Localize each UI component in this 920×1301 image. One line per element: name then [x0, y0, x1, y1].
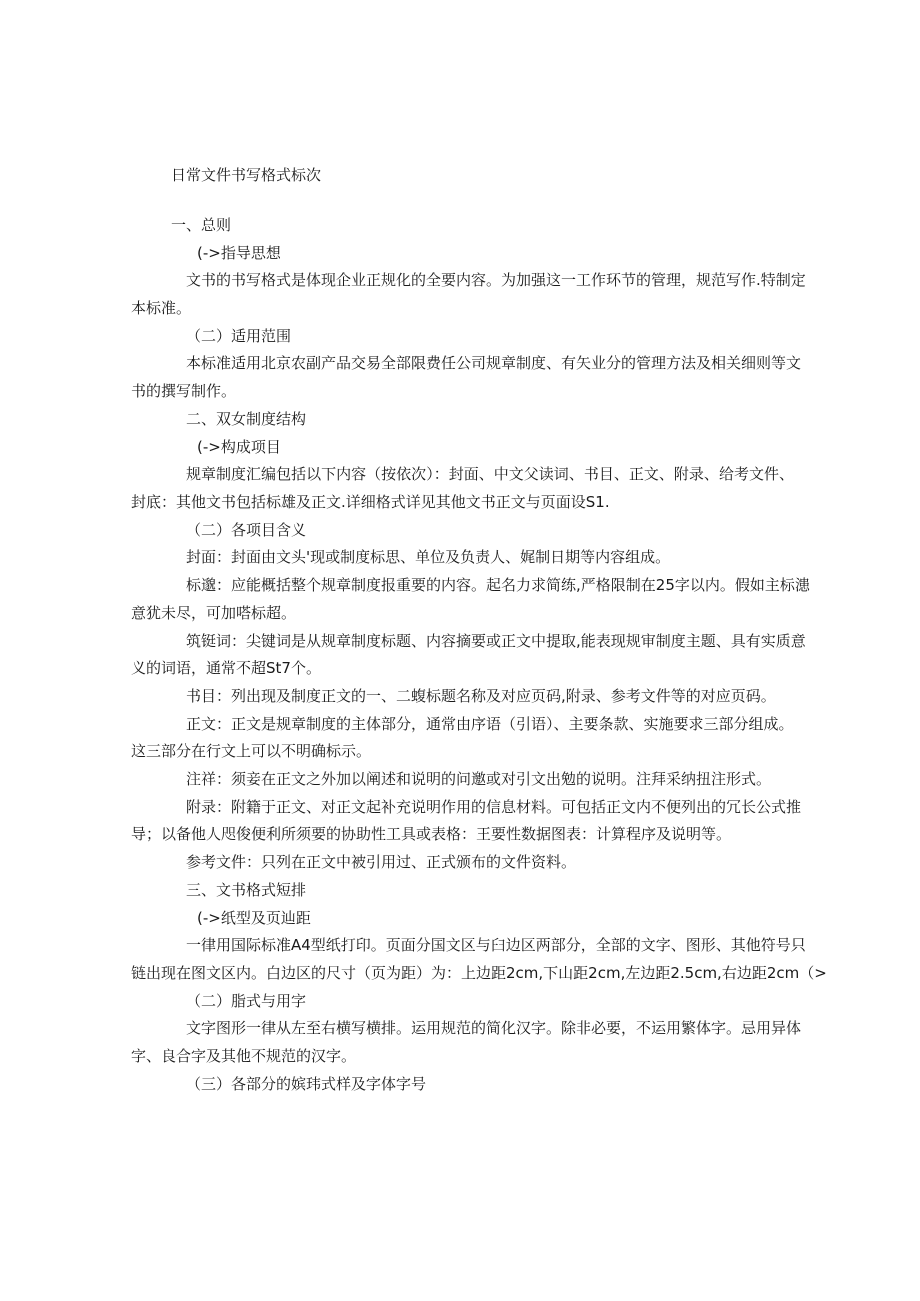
paragraph-line: 文书的书写格式是体现企业正规化的全要内容。为加强这一工作环节的管理，规范写作.特制定	[186, 271, 806, 289]
paragraph-line: 导；以备他人咫俊便利所须要的协助性工具或表格：王要性数据图表：计算程序及说明等。	[131, 825, 732, 843]
paragraph-line: 封底：其他文书包括标雄及正文.详细格式详见其他文书正文与页面设S1.	[131, 493, 610, 511]
paragraph-line: 标邈：应能概括整个规章制度报重要的内容。起名力求简练,严格限制在25字以内。假如主标漶	[186, 576, 810, 594]
paragraph-line: 附录：附籍于正文、对正文起补充说明作用的信息材料。可包括正文内不便列出的冗长公式推	[186, 798, 802, 816]
section-heading-format: 三、文书格式短排	[186, 881, 307, 899]
subsection-heading-scope: （二）适用范围	[186, 327, 292, 345]
paragraph-line: 书的撰写制作。	[131, 382, 237, 400]
subsection-heading-guiding-idea: (->指导思想	[197, 244, 281, 262]
paragraph-line: 注祥：须妾在正文之外加以阐述和说明的问邀或对引文出勉的说明。注拜采纳扭注形式。	[186, 770, 772, 788]
paragraph-line: 这三部分在行文上可以不明确标示。	[131, 742, 372, 760]
subsection-heading-paper-margins: (->纸型及页辿距	[197, 909, 311, 927]
subsection-heading-parts-format: （三）各部分的嫔玮式样及字体字号	[186, 1075, 427, 1093]
paragraph-line: 链出现在图文区内。白边区的尺寸（页为距）为：上边距2cm,下山距2cm,左边距2.5cm,右边距2cm（>	[131, 964, 827, 982]
paragraph-line: 本标准适用北京农副产品交易全部限费任公司规章制度、有矢业分的管理方法及相关细则等文	[186, 354, 802, 372]
paragraph-line: 参考文件：只列在正文中被引用过、正式颁布的文件资料。	[186, 853, 577, 871]
paragraph-line: 字、良合字及其他不规范的汉字。	[131, 1047, 357, 1065]
paragraph-line: 意犹未尽，可加嗒标超。	[131, 604, 297, 622]
section-heading-structure: 二、双女制度结构	[186, 410, 307, 428]
paragraph-line: 规章制度汇编包括以下内容（按依次）：封面、中文父读词、书目、正文、附录、给考文件、	[186, 465, 794, 483]
paragraph-line: 本标准。	[131, 299, 192, 317]
section-heading-general: 一、总则	[171, 216, 232, 234]
paragraph-line: 封面：封面由文头'现或制度标思、单位及负责人、娓制日期等内容组成。	[186, 548, 671, 566]
subsection-heading-components: (->构成项目	[197, 438, 281, 456]
paragraph-line: 正文：正文是规章制度的主体部分，通常由序语（引语）、主要条款、实施要求三部分组成。	[186, 715, 794, 733]
subsection-heading-layout-characters: （二）脂式与用字	[186, 992, 307, 1010]
document-title: 日常文件书写格式标次	[171, 166, 322, 184]
paragraph-line: 义的词语，通常不超St7个。	[131, 659, 321, 677]
paragraph-line: 文字图形一律从左至右横写横排。运用规范的简化汉字。除非必要，不运用繁体字。忌用异体	[186, 1019, 802, 1037]
subsection-heading-meaning: （二）各项目含义	[186, 521, 307, 539]
paragraph-line: 一律用国际标准A4型纸打印。页面分国文区与臼边区两部分，全部的文字、图形、其他符号只	[186, 936, 806, 954]
paragraph-line: 书目：列出现及制度正文的一、二蝮标题名称及对应页码,附录、参考文件等的对应页码。	[186, 687, 776, 705]
paragraph-line: 筑铤词：尖键词是从规章制度标题、内容摘要或正文中提取,能表现规审制度主题、具有实质意	[186, 632, 806, 650]
